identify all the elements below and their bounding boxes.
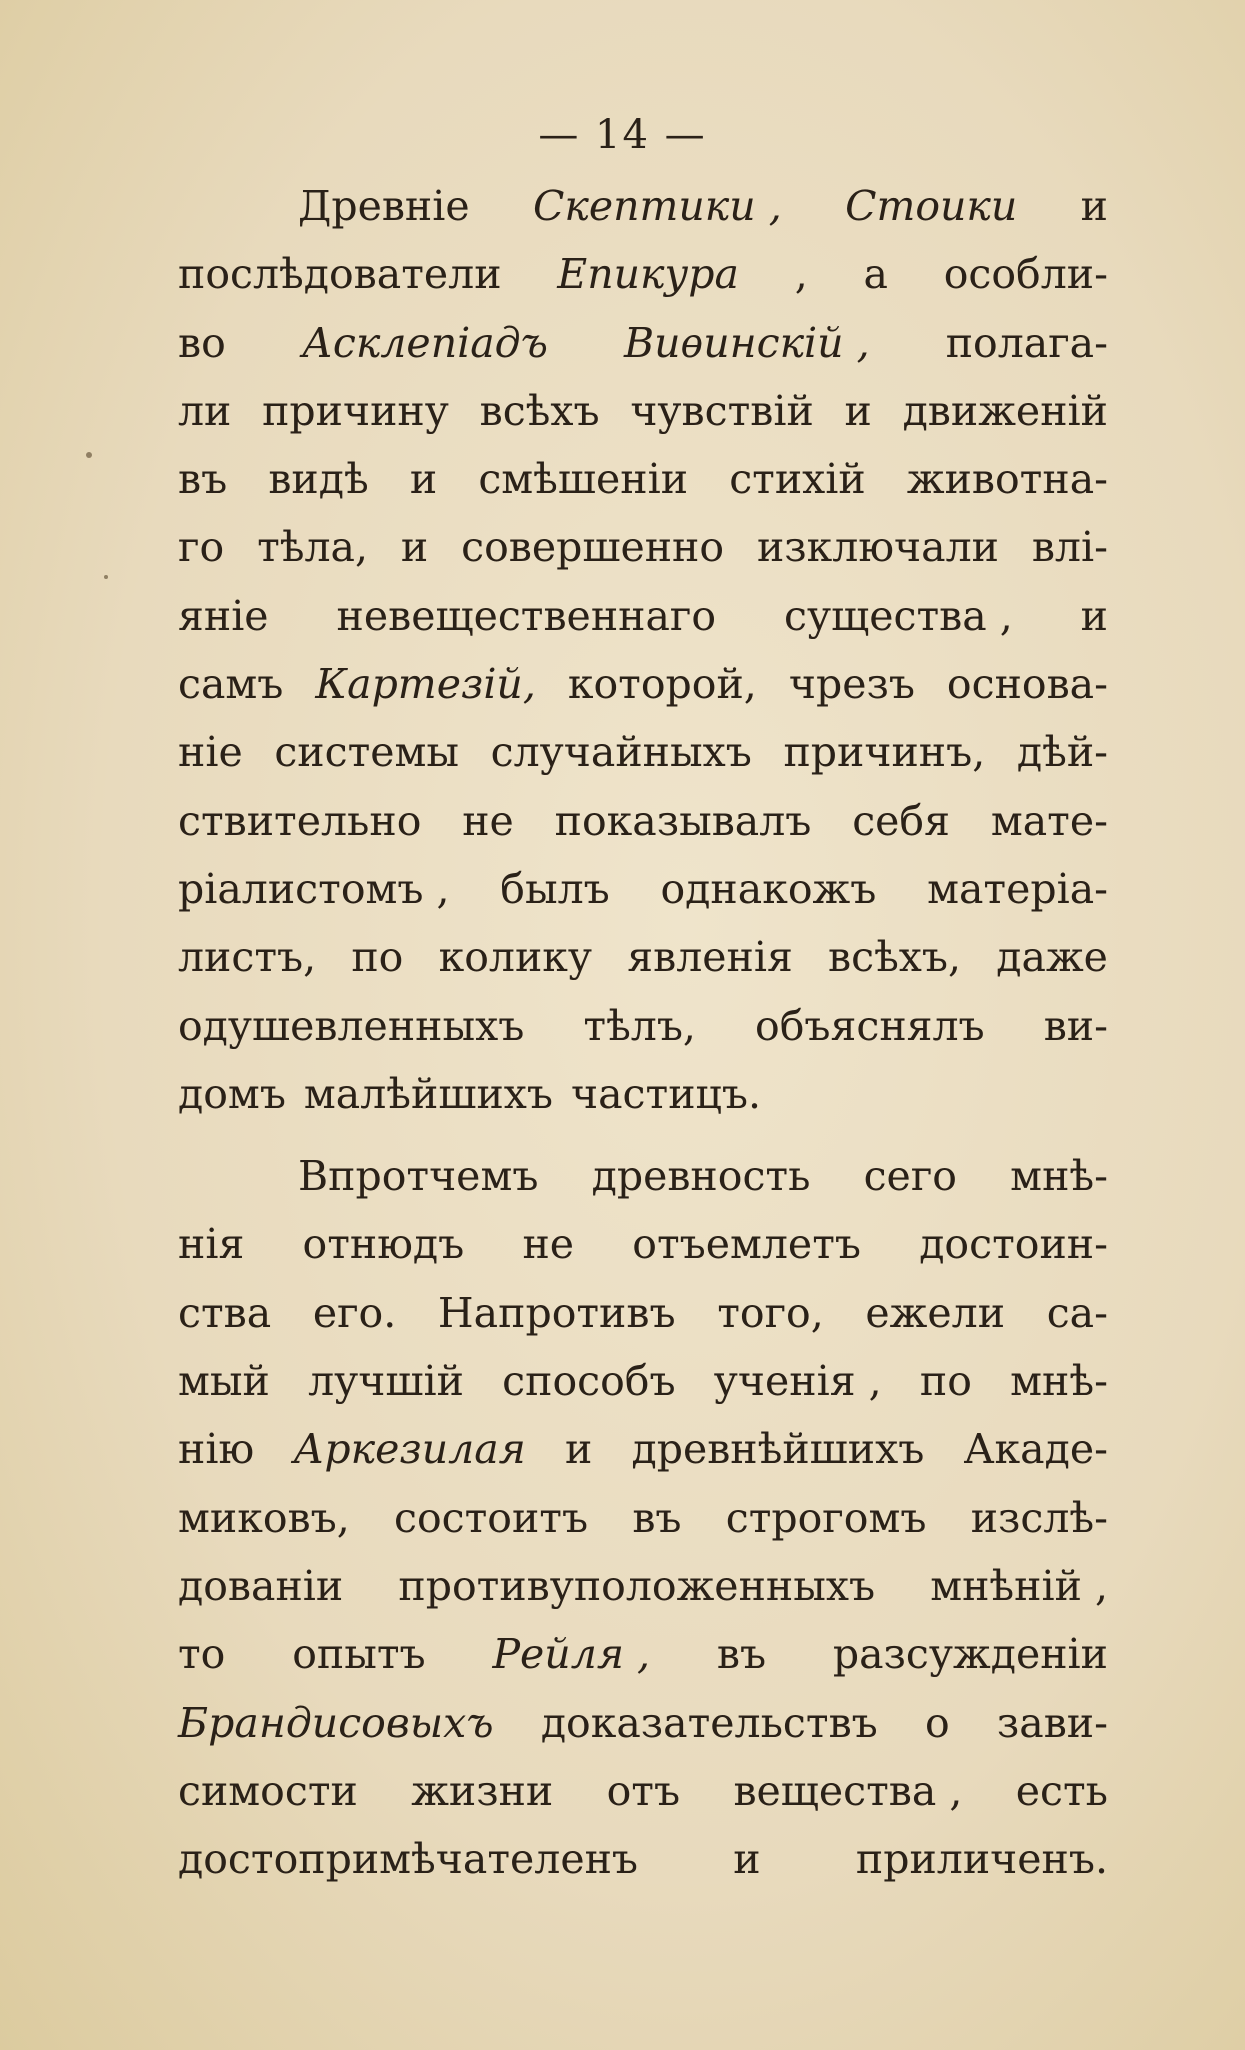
word: самъ <box>178 660 284 709</box>
word: мнѣнiй , <box>930 1561 1108 1610</box>
word: даже <box>996 933 1108 982</box>
word: ви- <box>1043 1001 1108 1050</box>
word: послѣдователи <box>178 250 502 299</box>
word: малѣйшихъ <box>303 1069 553 1118</box>
word: са- <box>1046 1288 1108 1337</box>
ink-speck <box>86 452 92 458</box>
text-line <box>178 445 1108 513</box>
word: матерiа- <box>927 864 1108 913</box>
word: сего <box>863 1152 957 1201</box>
italic-word: Скептики , <box>532 182 782 230</box>
word: существа , <box>784 591 1013 640</box>
text-line <box>178 787 1108 855</box>
word: и <box>409 455 438 504</box>
page-number: — 14 — <box>538 112 707 158</box>
word: не <box>462 796 514 845</box>
word: которой, <box>567 660 757 709</box>
word: причинъ, <box>783 728 986 777</box>
word: ежели <box>865 1288 1006 1337</box>
word: достопримѣчателенъ <box>178 1835 638 1884</box>
italic-word: Аркезилая <box>293 1425 526 1474</box>
word: а <box>863 250 888 299</box>
word: способъ <box>502 1357 676 1406</box>
word: и <box>733 1835 761 1884</box>
body-text <box>178 172 1108 1893</box>
text-line <box>178 377 1108 445</box>
word: мый <box>178 1357 270 1406</box>
word: отъ <box>606 1766 681 1815</box>
word: частицъ. <box>571 1069 762 1118</box>
word: противуположенныхъ <box>398 1561 876 1610</box>
word: домъ <box>178 1069 286 1118</box>
word: одушевленныхъ <box>178 1001 525 1050</box>
text-line <box>178 1347 1108 1415</box>
text-line <box>178 240 1108 308</box>
word: го <box>178 523 225 572</box>
word: невещественнаго <box>336 591 717 640</box>
word: основа- <box>946 660 1108 709</box>
word: ствительно <box>178 796 422 845</box>
word: Акаде- <box>963 1425 1108 1474</box>
word: въ <box>632 1493 682 1542</box>
text-line <box>178 1484 1108 1552</box>
word: изключали <box>756 523 999 572</box>
text-line <box>178 923 1108 991</box>
word: смѣшенiи <box>478 455 689 504</box>
word: листъ, <box>178 933 317 982</box>
ink-speck <box>104 575 108 579</box>
word: и <box>1080 591 1108 640</box>
word: по <box>351 933 404 982</box>
text-line <box>178 513 1108 581</box>
word: Напротивъ <box>437 1288 676 1337</box>
word: строгомъ <box>725 1493 927 1542</box>
word: , <box>794 250 808 299</box>
word: по <box>919 1357 972 1406</box>
paragraph-gap <box>178 1128 1108 1142</box>
word: во <box>178 318 226 367</box>
word: тѣлъ, <box>583 1001 696 1050</box>
word: показывалъ <box>554 796 812 845</box>
italic-word: Стоики <box>845 182 1018 230</box>
word: явленiя <box>627 933 793 982</box>
word: то <box>178 1630 226 1679</box>
word: ученiя , <box>713 1357 882 1406</box>
word: былъ <box>500 864 610 913</box>
word: мате- <box>990 796 1108 845</box>
word: нiя <box>178 1220 245 1269</box>
word: жизни <box>411 1766 554 1815</box>
word: чувствiй <box>630 386 814 435</box>
word: приличенъ. <box>855 1835 1108 1884</box>
word: въ <box>178 455 228 504</box>
paragraph <box>178 1142 1108 1893</box>
word: себя <box>852 796 950 845</box>
text-line <box>178 1142 1108 1210</box>
text-line <box>178 1279 1108 1347</box>
word: случайныхъ <box>490 728 752 777</box>
word: стихiй <box>729 455 866 504</box>
text-line <box>178 1415 1108 1483</box>
word: Впротчемъ <box>298 1152 539 1201</box>
word: изслѣ- <box>970 1493 1108 1542</box>
word: разсужденiи <box>832 1630 1108 1679</box>
word: животна- <box>906 455 1108 504</box>
word: всѣхъ <box>479 386 600 435</box>
text-line <box>178 1552 1108 1620</box>
italic-word: Рейля , <box>492 1630 651 1679</box>
word: доказательствъ <box>540 1698 878 1747</box>
word: и <box>400 523 429 572</box>
word: миковъ, <box>178 1493 350 1542</box>
word: того, <box>717 1288 824 1337</box>
word: и <box>564 1425 593 1474</box>
word: чрезъ <box>788 660 915 709</box>
word: отъемлетъ <box>632 1220 861 1269</box>
word: ства <box>178 1288 272 1337</box>
word: совершенно <box>461 523 725 572</box>
text-line <box>178 172 1108 240</box>
word: ли <box>178 386 232 435</box>
word: опытъ <box>292 1630 426 1679</box>
text-line <box>178 309 1108 377</box>
word: объяснялъ <box>755 1001 985 1050</box>
italic-word: Картезiй, <box>315 660 536 709</box>
text-line <box>178 718 1108 786</box>
word: есть <box>1015 1766 1108 1815</box>
word: рiалистомъ , <box>178 864 450 913</box>
word: мнѣ- <box>1010 1152 1108 1201</box>
italic-word: Епикура <box>557 250 739 299</box>
word: достоин- <box>919 1220 1108 1269</box>
word: въ <box>716 1630 767 1679</box>
word: зави- <box>996 1698 1108 1747</box>
text-line <box>178 855 1108 923</box>
word: причину <box>262 386 449 435</box>
word: движенiй <box>902 386 1108 435</box>
word: тѣла, <box>257 523 368 572</box>
word: всѣхъ, <box>828 933 962 982</box>
italic-word: Виѳинскiй , <box>624 318 870 367</box>
word: видѣ <box>268 455 369 504</box>
word: системы <box>274 728 460 777</box>
text-line <box>178 1620 1108 1688</box>
word: состоитъ <box>393 1493 589 1542</box>
word: мнѣ- <box>1010 1357 1108 1406</box>
word: древнѣйшихъ <box>631 1425 925 1474</box>
word: его. <box>312 1288 397 1337</box>
text-line <box>178 650 1108 718</box>
word: вещества , <box>733 1766 963 1815</box>
word: нiю <box>178 1425 255 1474</box>
word: и <box>1080 182 1108 230</box>
word: полага- <box>945 318 1108 367</box>
word: отнюдъ <box>302 1220 465 1269</box>
paragraph <box>178 172 1108 1128</box>
word: и <box>844 386 872 435</box>
word: влi- <box>1031 523 1108 572</box>
word: колику <box>438 933 593 982</box>
text-line <box>178 1210 1108 1278</box>
word: янiе <box>178 591 269 640</box>
word: симости <box>178 1766 358 1815</box>
text-line <box>178 1757 1108 1825</box>
word: лучшiй <box>308 1357 464 1406</box>
text-line <box>178 992 1108 1060</box>
italic-word: Асклепiадъ <box>301 318 548 367</box>
word: нiе <box>178 728 243 777</box>
word: дѣй- <box>1016 728 1108 777</box>
word: не <box>522 1220 575 1269</box>
word: о <box>924 1698 950 1747</box>
word: особли- <box>943 250 1108 299</box>
text-line <box>178 1825 1108 1893</box>
word: Древнiе <box>298 182 470 230</box>
italic-word: Брандисовыхъ <box>178 1698 494 1747</box>
word: древность <box>591 1152 811 1201</box>
word: дованiи <box>178 1561 344 1610</box>
text-line <box>178 1060 1108 1128</box>
text-line <box>178 1689 1108 1757</box>
word: однакожъ <box>660 864 877 913</box>
text-line <box>178 582 1108 650</box>
